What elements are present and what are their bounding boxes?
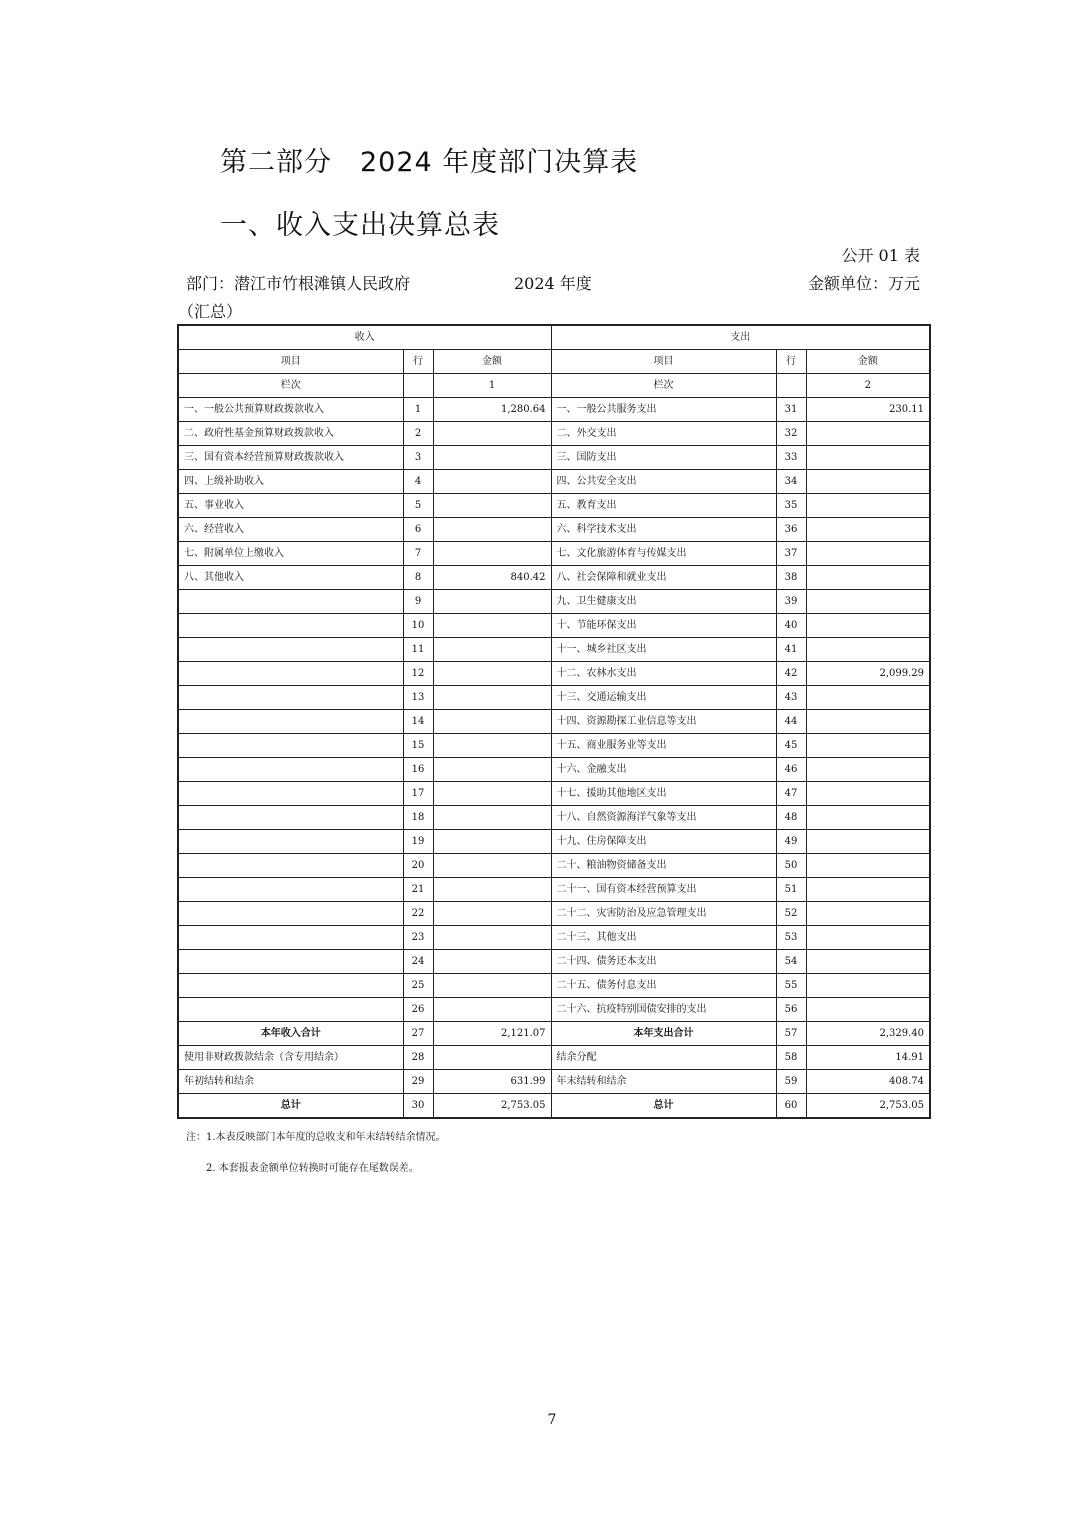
income-amount-cell: [433, 998, 551, 1022]
expense-row-cell: 50: [776, 854, 806, 878]
income-item-cell: [178, 830, 403, 854]
income-item-cell: [178, 710, 403, 734]
table-row: [178, 518, 930, 542]
expense-amount-cell: [806, 974, 930, 998]
expense-row-cell: 52: [776, 902, 806, 926]
expense-item-cell: 本年支出合计: [551, 1022, 776, 1046]
expense-item-cell: 十七、援助其他地区支出: [551, 782, 776, 806]
income-item-cell: 使用非财政拨款结余（含专用结余）: [178, 1046, 403, 1070]
table-row: [178, 998, 930, 1022]
income-item-cell: 年初结转和结余: [178, 1070, 403, 1094]
expense-row-cell: 32: [776, 422, 806, 446]
income-amount-cell: [433, 710, 551, 734]
income-amount-cell: [433, 974, 551, 998]
income-row-cell: 14: [403, 710, 433, 734]
table-row: [178, 1070, 930, 1094]
table-row: [178, 614, 930, 638]
table-row: [178, 470, 930, 494]
expense-amount-cell: 2,099.29: [806, 662, 930, 686]
table-row: [178, 542, 930, 566]
income-item-cell: [178, 806, 403, 830]
expense-row-header: 行: [776, 350, 806, 374]
income-row-cell: 6: [403, 518, 433, 542]
income-item-cell: [178, 950, 403, 974]
table-row: [178, 1022, 930, 1046]
expense-amount-cell: [806, 686, 930, 710]
income-row-cell: 1: [403, 398, 433, 422]
table-row: [178, 422, 930, 446]
expense-amount-cell: [806, 494, 930, 518]
expense-amount-cell: [806, 782, 930, 806]
expense-amount-cell: 408.74: [806, 1070, 930, 1094]
income-item-cell: 二、政府性基金预算财政拨款收入: [178, 422, 403, 446]
expense-amount-cell: [806, 878, 930, 902]
income-amount-cell: [433, 470, 551, 494]
table-row: [178, 1094, 930, 1119]
department-label: 部门：潜江市竹根滩镇人民政府: [186, 274, 411, 293]
income-amount-cell: [433, 878, 551, 902]
income-row-cell: 28: [403, 1046, 433, 1070]
expense-row-cell: 31: [776, 398, 806, 422]
expense-amount-cell: [806, 446, 930, 470]
expense-item-cell: 十二、农林水支出: [551, 662, 776, 686]
income-item-cell: 三、国有资本经营预算财政拨款收入: [178, 446, 403, 470]
table-row: [178, 854, 930, 878]
expense-row-cell: 45: [776, 734, 806, 758]
expense-item-cell: 二十三、其他支出: [551, 926, 776, 950]
income-item-cell: 四、上级补助收入: [178, 470, 403, 494]
note-1: 注：1.本表反映部门本年度的总收支和年末结转结余情况。: [186, 1132, 446, 1143]
table-row: [178, 806, 930, 830]
expense-amount-cell: [806, 998, 930, 1022]
part-title: 第二部分 2024 年度部门决算表: [220, 147, 639, 178]
expense-item-cell: 五、教育支出: [551, 494, 776, 518]
table-row: [178, 446, 930, 470]
expense-row-cell: 53: [776, 926, 806, 950]
income-amount-cell: [433, 806, 551, 830]
table-body: [178, 325, 930, 1118]
expense-item-cell: 总计: [551, 1094, 776, 1119]
expense-amount-cell: [806, 638, 930, 662]
expense-row-cell: 34: [776, 470, 806, 494]
income-row-cell: 26: [403, 998, 433, 1022]
expense-row-cell: 57: [776, 1022, 806, 1046]
expense-item-cell: 十、节能环保支出: [551, 614, 776, 638]
expense-item-cell: 十四、资源勘探工业信息等支出: [551, 710, 776, 734]
income-row-cell: 18: [403, 806, 433, 830]
expense-amount-header: 金额: [806, 350, 930, 374]
income-amount-cell: 631.99: [433, 1070, 551, 1094]
table-row: [178, 566, 930, 590]
income-row-cell: 12: [403, 662, 433, 686]
table-row: [178, 734, 930, 758]
expense-row-cell: 49: [776, 830, 806, 854]
income-item-cell: 八、其他收入: [178, 566, 403, 590]
table-row: [178, 398, 930, 422]
income-row-cell: 21: [403, 878, 433, 902]
expense-amount-cell: 230.11: [806, 398, 930, 422]
income-row-cell: 11: [403, 638, 433, 662]
expense-amount-cell: [806, 758, 930, 782]
expense-row-cell: 51: [776, 878, 806, 902]
department-suffix: （汇总）: [178, 302, 243, 321]
table-row: [178, 902, 930, 926]
expense-amount-cell: 2,753.05: [806, 1094, 930, 1119]
table-row: [178, 662, 930, 686]
table-header-row: [178, 350, 930, 374]
table-header-row: [178, 325, 930, 350]
expense-row-cell: 38: [776, 566, 806, 590]
expense-item-cell: 十一、城乡社区支出: [551, 638, 776, 662]
income-row-cell: 25: [403, 974, 433, 998]
amount-unit: 金额单位：万元: [807, 274, 920, 293]
table-row: [178, 686, 930, 710]
income-row-cell: 9: [403, 590, 433, 614]
income-amount-cell: [433, 542, 551, 566]
expense-amount-cell: 2,329.40: [806, 1022, 930, 1046]
income-amount-cell: [433, 518, 551, 542]
income-amount-cell: [433, 830, 551, 854]
income-amount-cell: [433, 758, 551, 782]
expense-amount-cell: [806, 518, 930, 542]
income-amount-cell: [433, 422, 551, 446]
expense-amount-cell: [806, 470, 930, 494]
income-item-cell: 一、一般公共预算财政拨款收入: [178, 398, 403, 422]
income-amount-cell: [433, 950, 551, 974]
income-item-cell: [178, 902, 403, 926]
income-amount-cell: [433, 854, 551, 878]
column-index-row: [178, 374, 930, 398]
expense-header: 支出: [551, 325, 930, 350]
expense-row-cell: 40: [776, 614, 806, 638]
income-row-cell: 27: [403, 1022, 433, 1046]
income-item-cell: [178, 854, 403, 878]
income-amount-cell: [433, 662, 551, 686]
income-row-cell: 4: [403, 470, 433, 494]
income-row-cell: 13: [403, 686, 433, 710]
income-row-cell: 16: [403, 758, 433, 782]
income-row-cell: 8: [403, 566, 433, 590]
expense-row-cell: 55: [776, 974, 806, 998]
income-row-cell: 7: [403, 542, 433, 566]
table-row: [178, 710, 930, 734]
expense-item-cell: 二十、粮油物资储备支出: [551, 854, 776, 878]
expense-item-cell: 二十二、灾害防治及应急管理支出: [551, 902, 776, 926]
expense-row-cell: 35: [776, 494, 806, 518]
income-row-cell: 19: [403, 830, 433, 854]
expense-amount-cell: [806, 710, 930, 734]
page-number: 7: [547, 1412, 557, 1428]
income-item-cell: 五、事业收入: [178, 494, 403, 518]
expense-row-cell: 33: [776, 446, 806, 470]
income-expense-table: [177, 324, 931, 1119]
income-col-label: 栏次: [178, 374, 403, 398]
income-item-cell: [178, 734, 403, 758]
income-amount-cell: [433, 782, 551, 806]
expense-item-cell: 四、公共安全支出: [551, 470, 776, 494]
income-item-cell: [178, 926, 403, 950]
income-header: 收入: [178, 325, 551, 350]
income-row-cell: 2: [403, 422, 433, 446]
expense-item-cell: 九、卫生健康支出: [551, 590, 776, 614]
income-row-cell: 22: [403, 902, 433, 926]
table-row: [178, 926, 930, 950]
income-amount-cell: [433, 614, 551, 638]
expense-item-cell: 六、科学技术支出: [551, 518, 776, 542]
table-row: [178, 974, 930, 998]
income-item-header: 项目: [178, 350, 403, 374]
expense-row-cell: 41: [776, 638, 806, 662]
income-item-cell: 本年收入合计: [178, 1022, 403, 1046]
expense-amount-cell: [806, 854, 930, 878]
expense-row-cell: 37: [776, 542, 806, 566]
income-amount-cell: [433, 1046, 551, 1070]
income-amount-cell: [433, 590, 551, 614]
expense-item-cell: 二十一、国有资本经营预算支出: [551, 878, 776, 902]
income-item-cell: [178, 638, 403, 662]
income-item-cell: [178, 758, 403, 782]
income-item-cell: [178, 878, 403, 902]
income-row-cell: 20: [403, 854, 433, 878]
expense-item-cell: 二十六、抗疫特别国债安排的支出: [551, 998, 776, 1022]
expense-item-cell: 十六、金融支出: [551, 758, 776, 782]
expense-item-cell: 三、国防支出: [551, 446, 776, 470]
expense-item-cell: 二十五、债务付息支出: [551, 974, 776, 998]
income-row-cell: 3: [403, 446, 433, 470]
income-amount-cell: [433, 734, 551, 758]
income-item-cell: 总计: [178, 1094, 403, 1119]
expense-row-cell: 44: [776, 710, 806, 734]
income-amount-cell: [433, 926, 551, 950]
expense-col-label: 栏次: [551, 374, 776, 398]
expense-amount-cell: [806, 806, 930, 830]
expense-item-header: 项目: [551, 350, 776, 374]
income-item-cell: [178, 686, 403, 710]
expense-amount-cell: [806, 566, 930, 590]
expense-amount-cell: [806, 614, 930, 638]
table-row: [178, 590, 930, 614]
income-amount-cell: [433, 902, 551, 926]
table-row: [178, 782, 930, 806]
income-row-header: 行: [403, 350, 433, 374]
income-amount-cell: [433, 638, 551, 662]
expense-item-cell: 十九、住房保障支出: [551, 830, 776, 854]
income-row-cell: 30: [403, 1094, 433, 1119]
expense-row-cell: 43: [776, 686, 806, 710]
income-item-cell: [178, 782, 403, 806]
income-amount-cell: [433, 446, 551, 470]
table-row: [178, 950, 930, 974]
income-amount-cell: 1,280.64: [433, 398, 551, 422]
expense-item-cell: 二、外交支出: [551, 422, 776, 446]
income-col-index: 1: [433, 374, 551, 398]
expense-row-cell: 46: [776, 758, 806, 782]
expense-row-cell: 60: [776, 1094, 806, 1119]
expense-item-cell: 七、文化旅游体育与传媒支出: [551, 542, 776, 566]
expense-amount-cell: [806, 422, 930, 446]
expense-row-cell: 58: [776, 1046, 806, 1070]
income-amount-header: 金额: [433, 350, 551, 374]
expense-amount-cell: 14.91: [806, 1046, 930, 1070]
note-2: 2. 本套报表金额单位转换时可能存在尾数误差。: [206, 1163, 419, 1174]
expense-row-cell: 59: [776, 1070, 806, 1094]
expense-item-cell: 一、一般公共服务支出: [551, 398, 776, 422]
section-title: 一、收入支出决算总表: [220, 210, 500, 241]
expense-item-cell: 年末结转和结余: [551, 1070, 776, 1094]
income-item-cell: [178, 614, 403, 638]
table-row: [178, 638, 930, 662]
income-row-cell: 23: [403, 926, 433, 950]
expense-item-cell: 二十四、债务还本支出: [551, 950, 776, 974]
income-item-cell: [178, 998, 403, 1022]
income-row-cell: 15: [403, 734, 433, 758]
expense-amount-cell: [806, 542, 930, 566]
income-amount-cell: 2,121.07: [433, 1022, 551, 1046]
expense-item-cell: 十三、交通运输支出: [551, 686, 776, 710]
fiscal-year: 2024 年度: [514, 274, 592, 293]
expense-row-cell: 39: [776, 590, 806, 614]
income-item-cell: [178, 590, 403, 614]
expense-amount-cell: [806, 950, 930, 974]
expense-row-cell: 54: [776, 950, 806, 974]
expense-item-cell: 八、社会保障和就业支出: [551, 566, 776, 590]
expense-row-cell: 47: [776, 782, 806, 806]
income-col-blank: [403, 374, 433, 398]
income-amount-cell: [433, 494, 551, 518]
expense-row-cell: 48: [776, 806, 806, 830]
expense-col-blank: [776, 374, 806, 398]
expense-amount-cell: [806, 734, 930, 758]
table-row: [178, 878, 930, 902]
income-item-cell: 七、附属单位上缴收入: [178, 542, 403, 566]
form-number: 公开 01 表: [841, 246, 920, 265]
expense-item-cell: 结余分配: [551, 1046, 776, 1070]
income-item-cell: [178, 662, 403, 686]
income-amount-cell: 2,753.05: [433, 1094, 551, 1119]
income-row-cell: 10: [403, 614, 433, 638]
income-item-cell: [178, 974, 403, 998]
expense-row-cell: 36: [776, 518, 806, 542]
income-amount-cell: 840.42: [433, 566, 551, 590]
table-row: [178, 1046, 930, 1070]
expense-amount-cell: [806, 926, 930, 950]
income-row-cell: 24: [403, 950, 433, 974]
expense-amount-cell: [806, 902, 930, 926]
expense-amount-cell: [806, 590, 930, 614]
expense-item-cell: 十八、自然资源海洋气象等支出: [551, 806, 776, 830]
expense-row-cell: 42: [776, 662, 806, 686]
expense-amount-cell: [806, 830, 930, 854]
expense-item-cell: 十五、商业服务业等支出: [551, 734, 776, 758]
income-item-cell: 六、经营收入: [178, 518, 403, 542]
table-row: [178, 758, 930, 782]
income-row-cell: 5: [403, 494, 433, 518]
table-row: [178, 830, 930, 854]
expense-row-cell: 56: [776, 998, 806, 1022]
expense-col-index: 2: [806, 374, 930, 398]
income-row-cell: 29: [403, 1070, 433, 1094]
income-amount-cell: [433, 686, 551, 710]
income-row-cell: 17: [403, 782, 433, 806]
table-row: [178, 494, 930, 518]
